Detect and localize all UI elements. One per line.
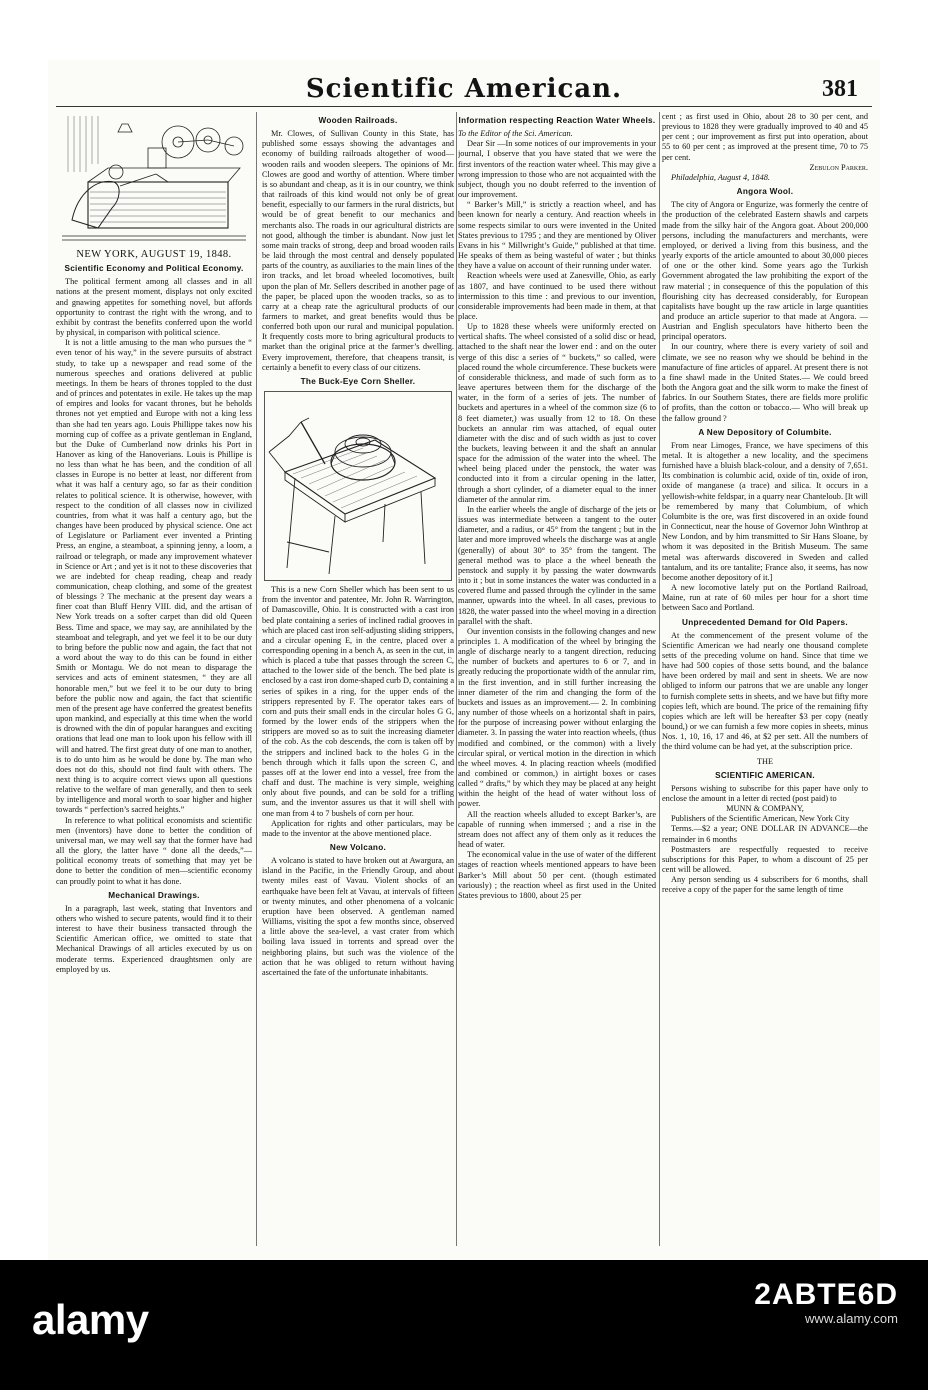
salutation: To the Editor of the Sci. American. — [458, 129, 573, 139]
masthead-title: Scientific American. — [305, 74, 623, 104]
alamy-logo: alamy — [32, 1296, 149, 1343]
column-divider — [456, 112, 457, 1246]
image-id: 2ABTE6D — [754, 1278, 898, 1311]
notice-the: THE — [756, 756, 774, 766]
paragraph: “ Barker’s Mill,” is strictly a reaction wheel, and has been known for nearly a century. And reaction wheels in some respects similar to ours were invented in the United States previous to 1795 ; and they are mentioned by Oliver Evans in his “ Millwright’s Guide,” published at that time. He speaks of them as being wasteful of water ; but thinks they have a value on account of their running under water. — [458, 200, 656, 271]
paragraph: In a paragraph, last week, stating that Inventors and others who wished to secure patents, would find it to their interest to have their business transacted through the Scientific American office, we omitted to state that Mechanical Drawings of all articles executed by us on moderate terms. Experienced draughtsmen only are employed by us. — [56, 903, 252, 974]
paragraph: At the commencement of the present volume of the Scientific American we had nearly one thousand complete setts of the preceding volume on hand. Since that time we have had 500 copies of those setts bound, and the balance have been ordered by mail and sent in sheets. We are now obliged to inform our patrons that we are unable any longer to furnish complete setts in sheets, and we have but fifty more copies left, which are bound. The price of the remaining fifty copies which are left will be hereafter $3 per copy (neatly bound,) or we can furnish a few more copies in sheets, minus Nos. 1, 10, 16, 17 and 46, at $2 per sett. All the numbers of the third volume can be had yet, at the subscription price. — [662, 630, 868, 752]
paragraph: In our country, where there is every variety of soil and climate, we see no reason why we should be behind in the manufacture of fine articles of apparel. At present there is not a fine shawl made in the United States.— We could breed both the Angora goat and the silk worm to make the finest of fabrics. In our Southern States, there are fields more prolific of profits, than the cotton or tobacco.— Who will break up the fallow ground ? — [662, 342, 868, 423]
paragraph: The city of Angora or Engurize, was formerly the centre of the production of the celebrated Eastern shawls and carpets made from the silky hair of the Angora goat. About 200,000 persons, including the manufacturers and merchants, were employed, or derived a living from this business, and the yearly exports of the article amounted to about 30,000 pieces of one or the other kind. Some years ago the Turkish Government abrogated the law prohibiting the export of the raw material ; in consequence of this the population of this flourishing city has decreased considerably, for European capitalists have bought up the raw article in large quantities and produce an article superior to that made at Angora. —Austrian and English speculators have hitherto been the principal operators. — [662, 200, 868, 342]
article-heading: Wooden Railroads. — [318, 116, 398, 125]
publisher-name: MUNN & COMPANY, — [726, 804, 804, 814]
paragraph: In the earlier wheels the angle of discharge of the jets or issues was intermediate between a tangent to the outer diameter, and a radius, or 45° from the tangent ; but in the later and more improved wheels the discharge was at angle (generally) of about 30° to 35° from the tangent. The general method was to place a the wheel beneath the penstock and supply it by passing the water downwards into it ; but in some instances the water was conducted in a covered flume and passed through the cylinder in the same manner, upwards into the wheel. In all cases, previous to 1828, the water passed into the wheel moving in a direction parallel with the shaft. — [458, 504, 656, 626]
article-heading: The Buck-Eye Corn Sheller. — [300, 376, 416, 386]
masthead-rule — [56, 106, 872, 107]
article-heading: Angora Wool. — [736, 187, 794, 197]
corn-sheller-illustration — [264, 391, 452, 581]
image-id-block — [754, 1278, 898, 1328]
dateline: NEW YORK, AUGUST 19, 1848. — [76, 249, 232, 260]
place-date: Philadelphia, August 4, 1848. — [671, 172, 770, 182]
paragraph: Dear Sir —In some notices of our improvements in your journal, I observe that you have stated that we were the first inventors of the reaction water wheel. This may give a wrong impression to those who are not acquainted with the subject, though you no doubt referred to the invention of our improvement. — [458, 139, 656, 200]
column-1 — [56, 112, 252, 1246]
column-divider — [659, 112, 660, 1246]
paragraph: This is a new Corn Sheller which has been sent to us from the inventor and patentee, Mr. John R. Warrington, of Damascoville, Ohio. It is constructed with a cast iron bed plate containing a series of inclined radial grooves in which are placed cast iron self-adjusting sliding strippers, and a circular opening E, in the centre, placed over a corresponding opening in a bench A, as seen in the cut, in which is placed a tube that passes through the screen C, attached to the lower side of the bench. The bed plate is enclosed by a cast iron dome-shaped curb D, containing a series of spikes in a ring, for the upper ends of the strippers represented by F. The operator takes ears of corn and puts their small ends in the circular holes G G, formed by the lower ends of the strippers when the strippers are moved so as to suit the increasing diameter of the cob. As the cob descends, the corn is taken off by the strippers and inclined back to the holes G in the bench through which it falls upon the screen C, and passes off at the lower end into a vessel, free from the chaff and dust. The machine is very simple, weighing only about five pounds, and can be sold for a trifling sum, and the inventor assures us that it will shell with one man from 4 to 7 bushels of corn per hour. — [262, 585, 454, 818]
article-heading: Information respecting Reaction Water Wheels. — [458, 116, 656, 125]
paragraph: Persons wishing to subscribe for this paper have only to enclose the amount in a letter di rected (post paid) to — [662, 783, 868, 803]
paragraph: From near Limoges, France, we have specimens of this metal. It is altogether a new locality, and the specimens furnished have a bluish black-colour, and a density of 7,651. Its combination is columbic acid, oxide of tin, oxide of iron, oxide of manganese (a trace) and silica. It occurs in a yellowish-white feldspar, in a quarry near Chanteloub. [It will be remembered by many that Columbium, of which Columbite is the ore, was first discovered in an oxide found in Connecticut, near the house of Governor John Winthrop at New London, and by him transmitted to Sir Hans Sloane, by whom it was deposited in the British Museum. The same metal was afterwards discovered in Sweden and called tantalum, and its ore tantalite; France also, it seems, has now become another depository of it.] — [662, 440, 868, 582]
paragraph: Publishers of the Scientific American, New York City — [671, 814, 850, 824]
paragraph: Postmasters are respectfully requested to receive subscriptions for this Paper, to whom a discount of 25 per cent will be allowed. — [662, 844, 868, 875]
signature: Zebulon Parker. — [809, 162, 868, 172]
column-divider — [256, 112, 257, 1246]
paragraph: The economical value in the use of water of the different stages of reaction wheels mentioned appears to have been Barker’s Mill about 50 per cent. (though estimated variously) ; the reaction wheel as first used in the United States previous to 1800, about 25 per — [458, 850, 656, 900]
paragraph: A new locomotive lately put on the Portland Railroad, Maine, run at rate of 60 miles per hour for a short time between Saco and Portland. — [662, 583, 868, 613]
article-heading: New Volcano. — [329, 842, 387, 852]
notice-title: SCIENTIFIC AMERICAN. — [715, 770, 815, 780]
paragraph: Reaction wheels were used at Zanesville, Ohio, as early as 1807, and have continued to be used there without intermission to this time : and previous to our invention, considerable improvements had been made in them, at that place. — [458, 271, 656, 321]
stock-watermark-band — [0, 1260, 928, 1390]
column-3 — [458, 112, 656, 1246]
paragraph: The political ferment among all classes and in all nations at the present moment, displays not only excited and gnawing appetites for something novel, but affords opportunity to contrast the right with the wrong, and to exhibit by contrast the benefits conferred upon the world by physical, in comparison with political science. — [56, 277, 252, 338]
paragraph: Any person sending us 4 subscribers for 6 months, shall receive a copy of the paper for the same length of time — [662, 875, 868, 895]
column-2 — [262, 112, 454, 1246]
paragraph: Terms.—$2 a year; ONE DOLLAR IN ADVANCE—the remainder in 6 months — [662, 824, 868, 844]
article-heading: Scientific Economy and Political Economy. — [64, 264, 244, 274]
paragraph: Up to 1828 these wheels were uniformly erected on vertical shafts. The wheel consisted of a solid disc or head, attached to the shaft near the lower end : and on the outer verge of this disc a series of “ buckets,” so called, were placed round the whole circumference. These buckets were of considerable thickness, and made of such form as to leave apertures between them for the discharge of the water, in the form of a series of jets. The number of buckets and apertures in a wheel of the common size (6 to 8 feet diameter,) was usually from 12 to 18. On these buckets an annular rim was attached, of equal outer diameter with the disc and of such width as just to cover the buckets, leaving between it and the shaft an annular space for the admission of the water into the wheel. The wheel being placed under the penstock, the water was conducted into it from a circular opening in the latter, through a short cylinder, of a diameter equal to the inner diameter of the annular rim. — [458, 322, 656, 504]
page-number: 381 — [822, 76, 858, 102]
paragraph-continued: cent ; as first used in Ohio, about 28 to 30 per cent, and previous to 1828 they were gradually improved to 40 and 45 per cent ; our improvement as first put into operation, about 55 to 60 per cent ; as improved at the present time, 70 to 75 per cent. — [662, 112, 868, 162]
article-heading: A New Depository of Columbite. — [698, 427, 832, 437]
paragraph: It is not a little amusing to the man who pursues the “ even tenor of his way,” in the severe pursuits of abstract study, to take up a newspaper and read some of the numerous speeches and orations delivered at public meetings. In them be hears of thrones toppled to the dust and of princes and potentates in exile. He takes up the map of empires and looks for vacant thrones, but he beholds thrones not yet emptied and Europe with not a king less than she had ten years ago. Louis Phillippe takes now his morning cup of coffee as a private gentleman in England, but the Duke of Cumberland now drinks his Port in Hanover as king of the Hanoverians. Louis is Phillipe is no less than what he has been, and the condition of all classes in Europe is no better at least, nor different from what it was half a century ago, so far as their condition relates to political science. It is otherwise, however, with respect to the condition of all classes now in civilized countries, from what it was half a century ago, but the changes have been produced by physical science. One act of Legislature or Parliament ever invented a Printing Press, an engine, a steamboat, a spinning jenny, a loom, a railroad or telegraph, or made any improvement whatever in Science or Art ; and yet is it not to these discoveries that we are indebted for cheap reading, cheap and ready communication, cheap clothing, and some of the greatest of blessings ? The mechanic at the present day wears a finer coat than Bluff Henry VIII. did, and the artisan of New York treads on a softer carpet than did old Queen Bess. Time and space, we may say, are annihilated by the steamboat and telegraph, and yet we feel it to be our duty to bring before the public now and again, the fact that not a word about the way to do this can be found in either Smith or Montagu. We do not mean to disparage the services and acts of eminent statesmen, “ they are all honorable men,” but we feel it to be our duty to bring before the public now and again, the fact that scientific men of the present age have conferred the greatest benefits upon mankind, and especially at this time when the world is drowned with the din of popular harangues and exciting orations that lead one man to look upon his fellow with ill will and hatred. The first great duty of one man to another, is to do unto him as he would be done by. The man who does not do this, should not find fault with others. The next thing is to acquire correct views upon all questions relative to the welfare of man generally, and then to seek by intelligence and moral worth to soar higher and higher towards “ perfection’s sacred heights.” — [56, 338, 252, 815]
paragraph: In reference to what political economists and scientific men (inventors) have done to better the condition of universal man, we may well say that the former have had all the glory, the latter have “ done all the deeds,”—political economy treats of something that may yet be done to better the condition of men—scientific economy can proudly point to what it has done. — [56, 815, 252, 886]
paragraph: A volcano is stated to have broken out at Awargura, an island in the Pacific, in the Friendly Group, and about twenty miles east of Vavau. Violent shocks of an earthquake have been felt at Vavau, at intervals of fifteen or twenty minutes, and other phenomena of a volcanic eruption have been observed. A gentleman named Williams, visiting the spot a few months since, observed a little above the sea-level, a vast crater from which boiling lava issued in torrents and spread over the neighboring plains, but such was the violence of the action that he was obliged to return without having ascertained the fate of the unfortunate inhabitants. — [262, 856, 454, 977]
paragraph: Mr. Clowes, of Sullivan County in this State, has published some essays showing the advantages and economy of building railroads altogether of wood—wooden rails and wooden sleepers. The opinions of Mr. Clowes are good and worthy of attention. Where timber is so abundant and cheap, as it is in our country, we think that railroads of this kind would not only be of great benefit, especially to our farmers in the rural districts, but would be of great benefit to our mechanics and merchants also. The roads in our agricultural districts are not good, although the timber is abundant. Now just let some main tracks of strong, deep and broad wooden rails be laid through the most central and densely populated parts of the country, as auxiliaries to the main lines of the iron tracks, and let broad wheeled locomotives, built upon the plan of Mr. Sellers described in another page of the paper, be placed upon the wooden tracks, so as to carry at a cheap rate the agricultural products of our farmers to market, and great benefits would thus be conferred both upon our rural and municipal population. It frequently costs more to bring agricultural products to market than the original price at the farmer’s dwelling. Every improvement, therefore, that cheapens transit, is certainly a benefit to every class of our citizens. — [262, 129, 454, 372]
article-heading: Unprecedented Demand for Old Papers. — [682, 617, 848, 627]
workshop-engraving — [58, 112, 250, 244]
column-4 — [662, 112, 868, 1246]
paragraph: Application for rights and other particulars, may be made to the inventor at the above mentioned place. — [262, 818, 454, 838]
paragraph: All the reaction wheels alluded to except Barker’s, are capable of running when immersed ; and a rise in the stream does not affect any of them only as it reduces the head of water. — [458, 809, 656, 850]
article-heading: Mechanical Drawings. — [108, 890, 200, 900]
newspaper-page — [48, 60, 880, 1260]
paragraph: Our invention consists in the following changes and new principles 1. A modification of the wheel by bringing the angle of discharge nearly to a tangent direction, reducing the number of buckets and apertures to 6 or 7, and in greatly reducing the proportionate width of the annular rim, in the first invention, and in still further increasing the inner diameter of the rim and changing the form of the buckets and issues as an improvement.— 2. In combining any number of those wheels on a horizontal shaft in pairs, for the purpose of increasing power without enlarging the diameter. 3. In passing the water into reaction wheels, (thus modified and combined, or the common) with a lively circular spiral, or vertical motion in the direction in which the wheel moves. 4. In placing reaction wheels (modified and combined or common,) in airtight boxes or cases called “ drafts,” by which they may be placed at any height within the height of the head of water without loss of power. — [458, 626, 656, 809]
site-url: www.alamy.com — [805, 1311, 898, 1326]
